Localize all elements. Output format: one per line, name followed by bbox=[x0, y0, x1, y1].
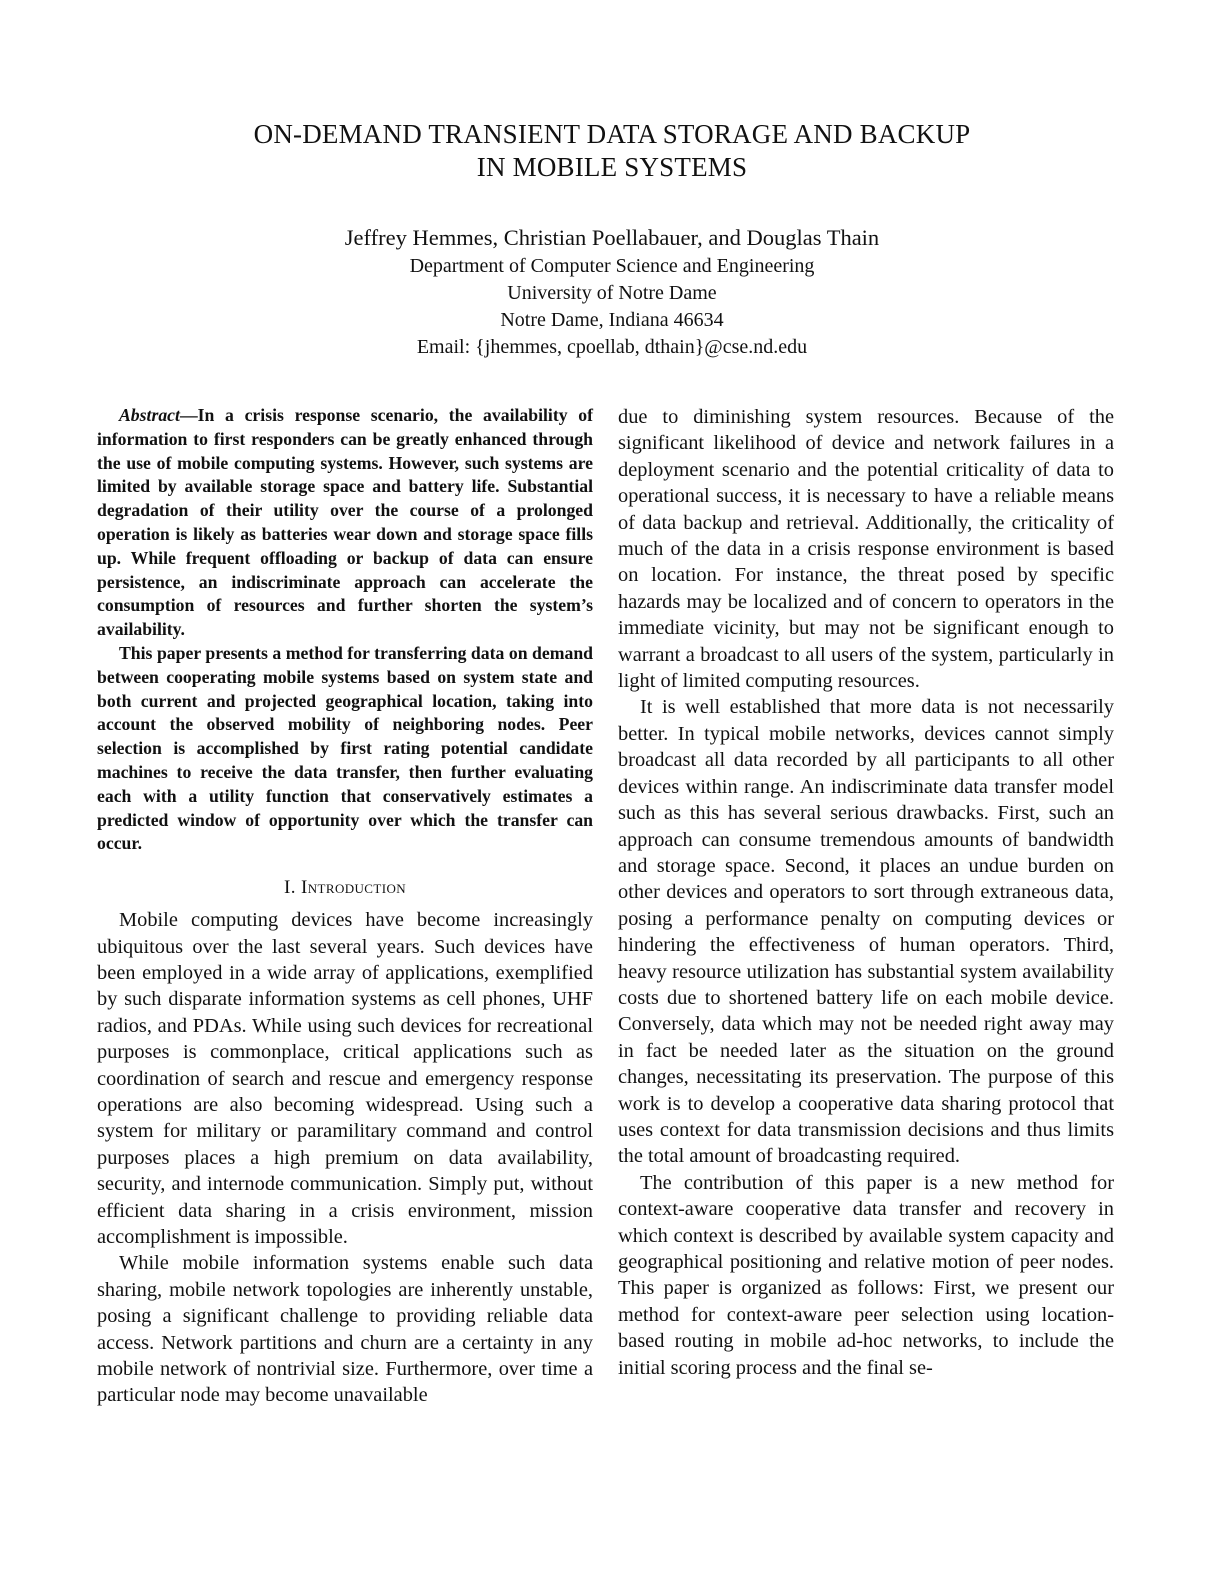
right-column bbox=[618, 404, 1114, 1381]
abstract bbox=[97, 404, 593, 856]
author-list: Jeffrey Hemmes, Christian Poellabauer, and Douglas Thain bbox=[344, 225, 880, 250]
abstract-text-1: —In a crisis response scenario, the availability of information to first responders can be greatly enhanced through the use of mobile computing systems. However, such systems are limited by available storage space and battery life. Substantial degradation of their utility over the course of a prolonged operation is likely as batteries wear down and storage space fills up. While frequent offloading or backup of data can ensure persistence, an indiscriminate approach can accelerate the consumption of resources and further shorten the system’s availability. bbox=[97, 405, 593, 640]
affiliation-department: Department of Computer Science and Engineering bbox=[409, 255, 815, 277]
title-line-1: ON-DEMAND TRANSIENT DATA STORAGE AND BACKUP bbox=[253, 119, 971, 149]
affiliation-email: Email: {jhemmes, cpoellab, dthain}@cse.nd.edu bbox=[416, 336, 808, 358]
left-column bbox=[97, 404, 593, 1409]
abstract-paragraph-1 bbox=[97, 404, 593, 642]
section-number: I. bbox=[283, 877, 296, 899]
introduction-left-body bbox=[97, 907, 593, 1409]
intro-paragraph-3: It is well established that more data is not necessarily better. In typical mobile networks, devices cannot simply broadcast all data recorded by all participants to all other devices within range. An indiscriminate data transfer model such as this has several serious drawbacks. First, such an approach can consume tremendous amounts of bandwidth and storage space. Second, it places an undue burden on other devices and operators to sort through extraneous data, posing a performance penalty on computing devices or hindering the effectiveness of human operators. Third, heavy resource utilization has substantial system availability costs due to shortened battery life on each mobile device. Conversely, data which may not be needed right away may in fact be needed later as the situation on the ground changes, necessitating its preservation. The purpose of this work is to develop a cooperative data sharing protocol that uses context for data transmission decisions and thus limits the total amount of broadcasting required. bbox=[618, 696, 1114, 1168]
intro-paragraph-2: While mobile information systems enable such data sharing, mobile network topologies are inherently unstable, posing a significant challenge to providing reliable data access. Network partitions and churn are a certainty in any mobile network of nontrivial size. Furthermore, over time a particular node may become unavailable bbox=[97, 1252, 593, 1407]
title-line-2: IN MOBILE SYSTEMS bbox=[476, 152, 748, 182]
section-title: Introduction bbox=[301, 877, 407, 899]
paper-title bbox=[0, 118, 1224, 184]
affiliation-address: Notre Dame, Indiana 46634 bbox=[500, 309, 724, 331]
abstract-label: Abstract bbox=[119, 405, 180, 425]
intro-paragraph-1: Mobile computing devices have become increasingly ubiquitous over the last several years. Such devices have been employed in a wide array of applications, exemplified by such disparate information systems as cell phones, UHF radios, and PDAs. While using such devices for recreational purposes is commonplace, critical applications such as coordination of search and rescue and emergency response operations are also becoming widespread. Using such a system for military or paramilitary command and control purposes places a high premium on data availability, security, and internode communication. Simply put, without efficient data sharing in a crisis environment, mission accomplishment is impossible. bbox=[97, 909, 593, 1249]
intro-paragraph-4: The contribution of this paper is a new method for context-aware cooperative data transfer and recovery in which context is described by available system capacity and geographical positioning and relative motion of peer nodes. This paper is organized as follows: First, we present our method for context-aware peer selection using location-based routing in mobile ad-hoc networks, to include the initial scoring process and the final se- bbox=[618, 1171, 1114, 1379]
intro-paragraph-2-continued: due to diminishing system resources. Because of the significant likelihood of device and network failures in a deployment scenario and the potential criticality of data to operational success, it is necessary to have a reliable means of data backup and retrieval. Additionally, the criticality of much of the data in a crisis response environment is based on location. For instance, the threat posed by specific hazards may be localized and of concern to operators in the immediate vicinity, but may not be significant enough to warrant a broadcast to all users of the system, particularly in light of limited computing resources. bbox=[618, 406, 1114, 693]
affiliation-block bbox=[0, 253, 1224, 361]
abstract-paragraph-2: This paper presents a method for transferring data on demand between cooperating mobile systems based on system state and both current and projected geographical location, taking into account the observed mobility of neighboring nodes. Peer selection is accomplished by first rating potential candidate machines to receive the data transfer, then further evaluating each with a utility function that conservatively estimates a predicted window of opportunity over which the transfer can occur. bbox=[97, 642, 593, 854]
section-heading-introduction bbox=[97, 876, 593, 900]
affiliation-university: University of Notre Dame bbox=[507, 282, 717, 304]
